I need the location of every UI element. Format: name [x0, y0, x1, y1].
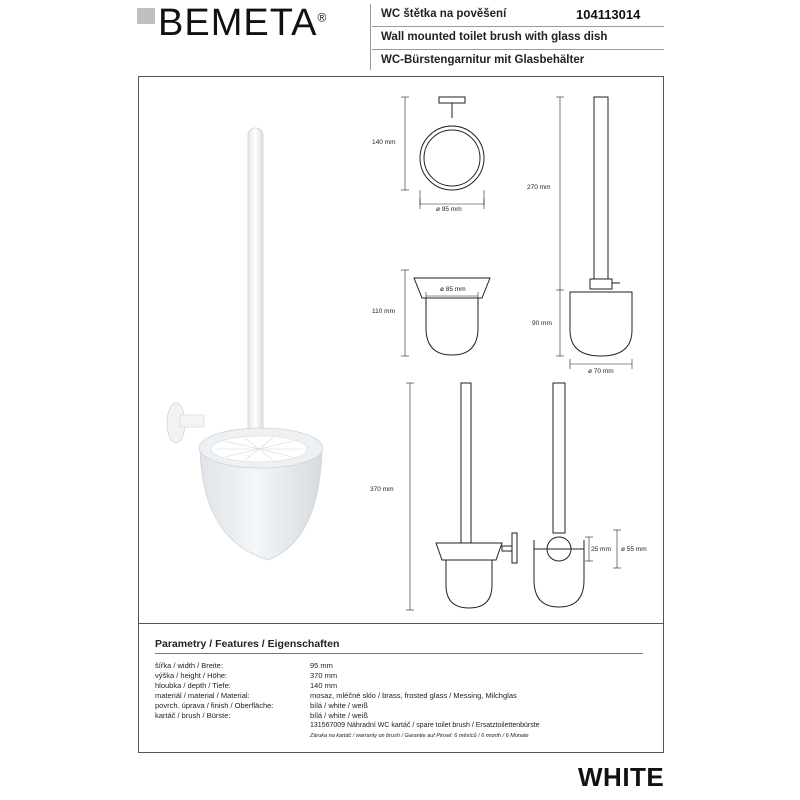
dim-holder-height: 140 mm [372, 139, 396, 146]
dim-rosette-height: 25 mm [591, 546, 611, 553]
drawing-full-side [436, 383, 517, 608]
brush-handle [248, 128, 263, 458]
drawing-brush-side [570, 97, 632, 356]
wall-arm [180, 415, 204, 427]
warranty-note: Záruka na kartáč / warranty on brush / Garantie auf Pinsel: 6 měsíců / 6 month / 6 Monate [310, 733, 529, 739]
dim-brush-length: 270 mm [527, 184, 551, 191]
drawing-holder-front [420, 97, 484, 190]
spare-part-note: 131567009 Náhradní WC kartáč / spare toilet brush / Ersatztoilettenbürste [310, 722, 540, 729]
feature-value: bílá / white / weiß [310, 711, 368, 720]
feature-label: hloubka / depth / Tiefe: [155, 681, 231, 690]
features-title: Parametry / Features / Eigenschaften [155, 638, 340, 650]
features-rule [155, 653, 643, 654]
feature-label: kartáč / brush / Bürste: [155, 711, 231, 720]
feature-label: výška / height / Höhe: [155, 671, 228, 680]
title-cz: WC štětka na pověšení [381, 8, 507, 20]
feature-label: povrch. úprava / finish / Oberfläche: [155, 701, 274, 710]
feature-value: 370 mm [310, 671, 338, 680]
title-en: Wall mounted toilet brush with glass dish [381, 31, 608, 43]
feature-value: bílá / white / weiß [310, 701, 368, 710]
product-photo [167, 128, 323, 560]
feature-row [155, 681, 338, 690]
feature-label: šířka / width / Breite: [155, 661, 223, 670]
feature-label: materiál / material / Material: [155, 691, 250, 700]
title-de: WC-Bürstengarnitur mit Glasbehälter [381, 54, 585, 66]
color-label: WHITE [578, 762, 665, 792]
feature-row [155, 671, 338, 680]
dim-glass-height: 110 mm [372, 308, 395, 315]
feature-row [155, 711, 368, 720]
feature-value: mosaz, mléčné sklo / brass, frosted glass / Messing, Milchglas [310, 691, 517, 700]
dim-head-diameter: ø 70 mm [588, 368, 614, 375]
drawing-full-front [534, 383, 584, 607]
dim-holder-diameter: ø 95 mm [436, 206, 462, 213]
dim-glass-diameter: ø 85 mm [440, 286, 466, 293]
feature-value: 95 mm [310, 661, 333, 670]
feature-row [155, 701, 368, 710]
feature-row [155, 661, 333, 670]
dimension-lines-holder [401, 97, 484, 209]
dim-total-height: 370 mm [370, 486, 394, 493]
brand-name: BEMETA [158, 2, 318, 44]
feature-value: 140 mm [310, 681, 338, 690]
dimension-lines-glass [401, 270, 478, 356]
dim-rosette-diameter: ø 55 mm [621, 546, 647, 553]
registered-mark: ® [317, 10, 328, 25]
dim-head-height: 90 mm [532, 320, 552, 327]
feature-row [155, 691, 517, 700]
product-code: 104113014 [576, 7, 641, 22]
dimension-lines-full [406, 383, 414, 610]
